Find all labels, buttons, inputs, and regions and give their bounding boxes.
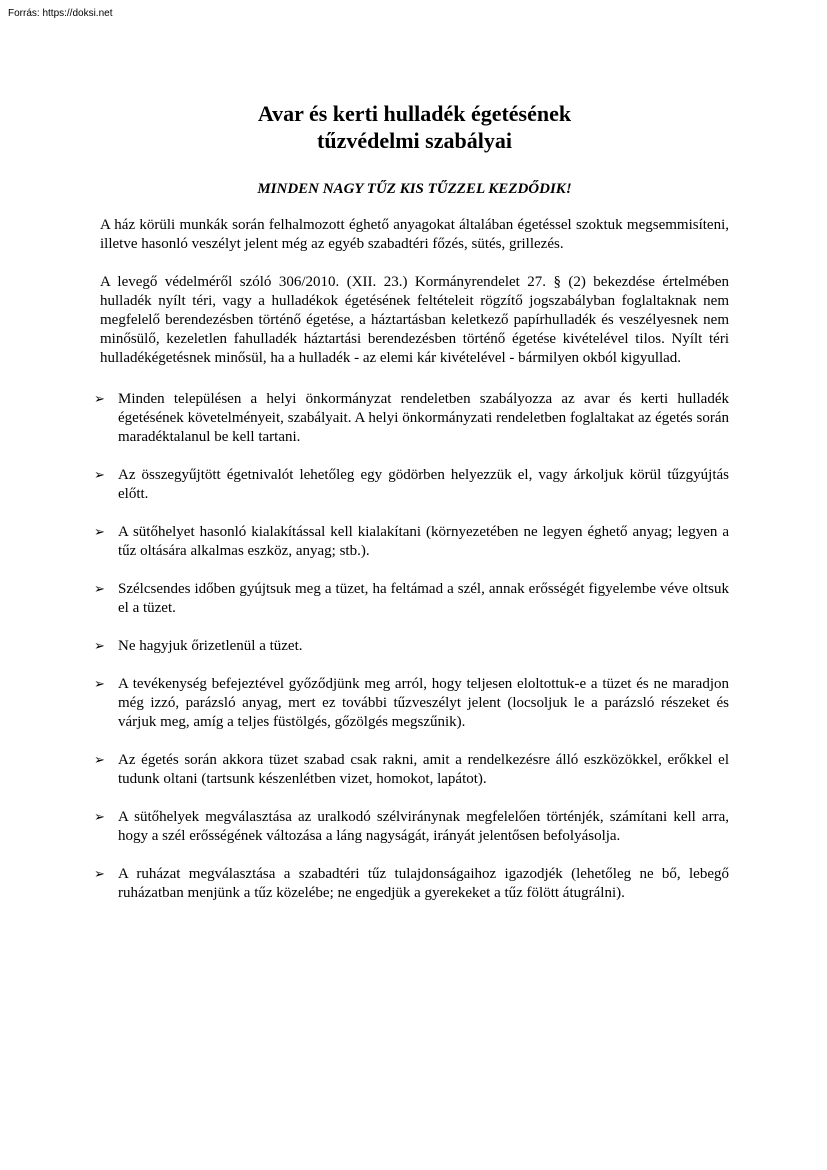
arrow-bullet-icon: ➢ xyxy=(94,525,105,540)
bullet-item xyxy=(94,751,729,789)
arrow-bullet-icon: ➢ xyxy=(94,639,105,654)
document-title xyxy=(100,100,729,154)
bullet-item xyxy=(94,675,729,732)
arrow-bullet-icon: ➢ xyxy=(94,867,105,882)
bullet-text: A sütőhelyet hasonló kialakítással kell kialakítani (környezetében ne legyen éghető anyag; legyen a tűz oltására alkalmas eszköz, anyag; stb.). xyxy=(118,524,729,559)
arrow-bullet-icon: ➢ xyxy=(94,392,105,407)
bullet-text: A sütőhelyek megválasztása az uralkodó szélviránynak megfelelően történjék, számítani kell arra, hogy a szél erősségének változása a láng nagyságát, irányát jelentősen befolyásolja. xyxy=(118,809,729,844)
arrow-bullet-icon: ➢ xyxy=(94,753,105,768)
bullet-text: Ne hagyjuk őrizetlenül a tüzet. xyxy=(118,638,303,654)
title-line-2: tűzvédelmi szabályai xyxy=(317,128,512,153)
document-subtitle: MINDEN NAGY TŰZ KIS TŰZZEL KEZDŐDIK! xyxy=(257,181,572,197)
bullet-list xyxy=(94,390,729,903)
title-line-1: Avar és kerti hulladék égetésének xyxy=(257,101,572,126)
bullet-text: A ruházat megválasztása a szabadtéri tűz tulajdonságaihoz igazodjék (lehetőleg ne bő, lebegő ruházatban menjünk a tűz közelébe; ne engedjük a gyerekeket a tűz fölött átugrálni). xyxy=(118,866,729,901)
bullet-item xyxy=(94,466,729,504)
arrow-bullet-icon: ➢ xyxy=(94,582,105,597)
bullet-item xyxy=(94,523,729,561)
bullet-item xyxy=(94,865,729,903)
arrow-bullet-icon: ➢ xyxy=(94,677,105,692)
source-label: Forrás: https://doksi.net xyxy=(8,8,113,19)
bullet-text: Minden településen a helyi önkormányzat rendeletben szabályozza az avar és kerti hulladék égetésének követelményeit, szabályait. A helyi önkormányzati rendeletben foglaltakat az égetés során maradéktalanul be kell tartani. xyxy=(118,391,729,445)
bullet-text: A tevékenység befejeztével győződjünk meg arról, hogy teljesen eloltottuk-e a tüzet és ne maradjon még izzó, parázsló anyag, mert ez további tűzveszélyt jelent (locsoljuk le a parázsló részeket és várjuk meg, amíg a teljes füstölgés, gőzölgés megszűnik). xyxy=(118,676,729,730)
bullet-item xyxy=(94,580,729,618)
document-page xyxy=(94,100,729,922)
bullet-text: Az összegyűjtött égetnivalót lehetőleg egy gödörben helyezzük el, vagy árkoljuk körül tűzgyújtás előtt. xyxy=(118,467,729,502)
bullet-item xyxy=(94,390,729,447)
paragraph: A ház körüli munkák során felhalmozott éghető anyagokat általában égetéssel szoktuk megsemmisíteni, illetve hasonló veszélyt jelent még az egyéb szabadtéri főzés, sütés, grillezés. xyxy=(100,217,729,252)
bullet-item xyxy=(94,808,729,846)
arrow-bullet-icon: ➢ xyxy=(94,468,105,483)
bullet-text: Az égetés során akkora tüzet szabad csak rakni, amit a rendelkezésre álló eszközökkel, erőkkel el tudunk oltani (tartsunk készenlétben vizet, homokot, lapátot). xyxy=(118,752,729,787)
arrow-bullet-icon: ➢ xyxy=(94,810,105,825)
bullet-text: Szélcsendes időben gyújtsuk meg a tüzet, ha feltámad a szél, annak erősségét figyelembe véve oltsuk el a tüzet. xyxy=(118,581,729,616)
paragraph: A levegő védelméről szóló 306/2010. (XII. 23.) Kormányrendelet 27. § (2) bekezdése értelmében hulladék nyílt téri, vagy a hulladékok égetésének feltételeit rögzítő jogszabályban foglaltaknak nem megfelelő berendezésben történő égetése, a háztartásban keletkező papírhulladék és veszélyesnek nem minősülő, kezeletlen fahulladék háztartási berendezésben történő égetése kivételével tilos. Nyílt téri hulladékégetésnek minősül, ha a hulladék - az elemi kár kivételével - bármilyen okból kigyullad. xyxy=(100,274,729,366)
bullet-item xyxy=(94,637,729,656)
